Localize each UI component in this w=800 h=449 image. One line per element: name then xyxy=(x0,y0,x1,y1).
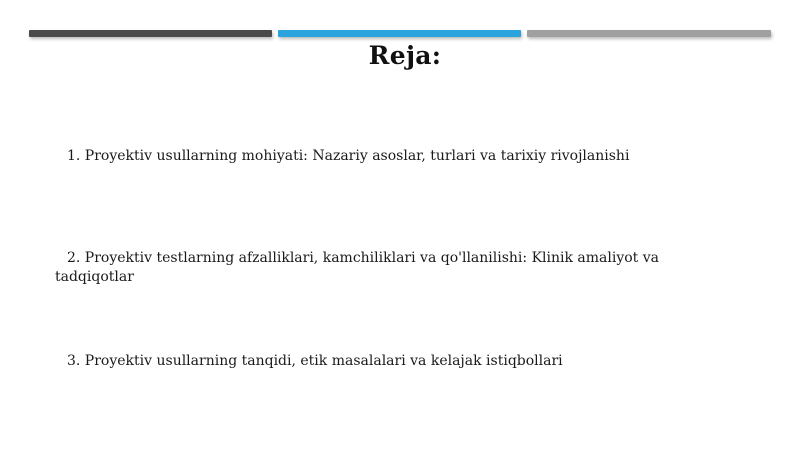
plan-item-3: 3. Proyektiv usullarning tanqidi, etik masalalari va kelajak istiqbollari xyxy=(67,353,563,369)
plan-item-2-line-1: 2. Proyektiv testlarning afzalliklari, kamchiliklari va qo'llanilishi: Klinik amaliyot va xyxy=(67,250,660,266)
plan-item-2 xyxy=(55,249,727,287)
plan-item-1: 1. Proyektiv usullarning mohiyati: Nazariy asoslar, turlari va tarixiy rivojlanishi xyxy=(67,148,630,164)
plan-item-2-line-2: tadqiqotlar xyxy=(55,269,134,285)
decorative-bar-gray xyxy=(527,30,771,37)
slide-title: Reja: xyxy=(368,41,442,70)
decorative-bar-dark xyxy=(29,30,272,37)
decorative-bar-blue xyxy=(278,30,521,37)
